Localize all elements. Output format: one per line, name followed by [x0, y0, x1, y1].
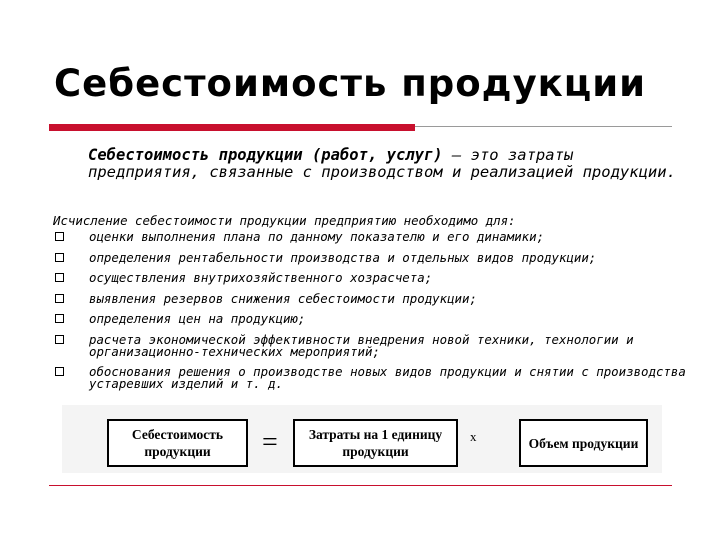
list-item: определения рентабельности производства и отдельных видов продукции; [53, 252, 693, 264]
slide-title: Себестоимость продукции [54, 62, 647, 105]
definition-text: – это затраты предприятия, связанные с производством и реализацией продукции. [88, 146, 676, 181]
formula-cost-box [107, 419, 248, 467]
formula-multiply-sign: x [470, 429, 477, 444]
formula-equals-sign: = [262, 427, 278, 458]
square-bullet-icon [55, 367, 64, 376]
list-item: оценки выполнения плана по данному показателю и его динамики; [53, 231, 693, 243]
formula-volume-box [519, 419, 648, 467]
formula-unit-cost-box [293, 419, 458, 467]
square-bullet-icon [55, 294, 64, 303]
definition-paragraph [88, 147, 688, 181]
purposes-list [53, 231, 693, 399]
title-accent-bar [49, 124, 415, 131]
bottom-divider [49, 485, 672, 486]
square-bullet-icon [55, 335, 64, 344]
square-bullet-icon [55, 253, 64, 262]
formula-panel [62, 405, 662, 473]
formula-unit-cost-label: Затраты на 1 единицу продукции [308, 427, 443, 459]
purposes-intro: Исчисление себестоимости продукции предприятию необходимо для: [53, 213, 516, 228]
square-bullet-icon [55, 273, 64, 282]
square-bullet-icon [55, 232, 64, 241]
list-item: расчета экономической эффективности внедрения новой техники, технологии и организационно-технических мероприятий; [53, 334, 693, 358]
formula-cost-label: Себестоимость продукции [131, 427, 224, 459]
list-item: обоснования решения о производстве новых видов продукции и снятии с производства устаревших изделий и т. д. [53, 366, 693, 390]
formula-volume-label: Объем продукции [528, 435, 639, 451]
list-item: выявления резервов снижения себестоимости продукции; [53, 293, 693, 305]
list-item: осуществления внутрихозяйственного хозрасчета; [53, 272, 693, 284]
definition-term: Себестоимость продукции (работ, услуг) [88, 146, 443, 164]
square-bullet-icon [55, 314, 64, 323]
list-item: определения цен на продукцию; [53, 313, 693, 325]
